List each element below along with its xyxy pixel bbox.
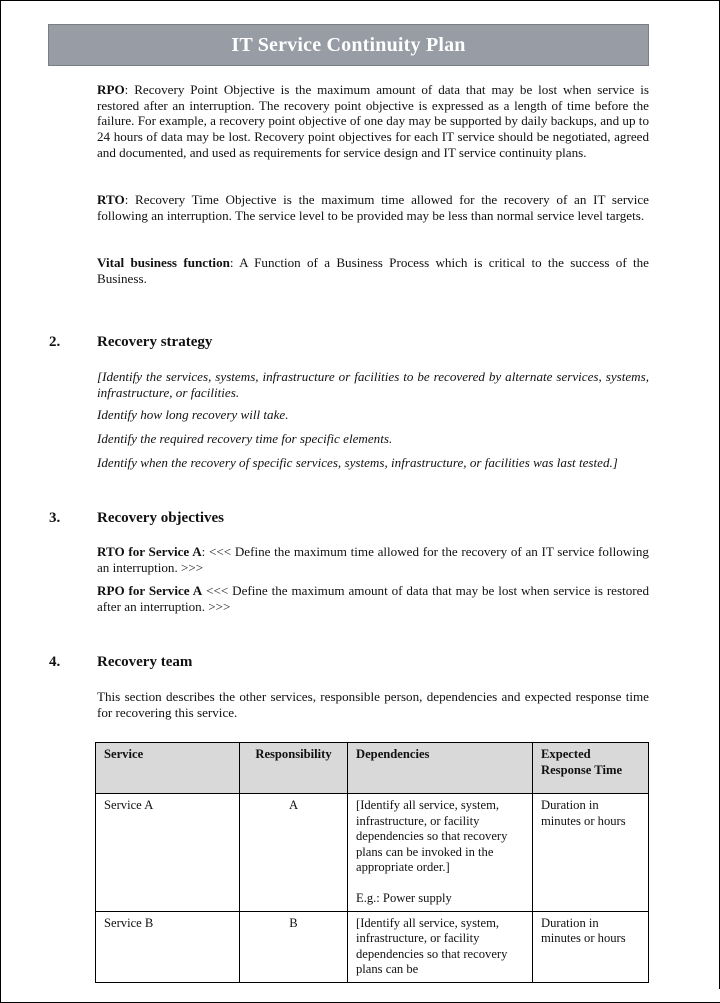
strategy-paragraph: Identify how long recovery will take. — [97, 407, 289, 422]
column-header-responsibility: Responsibility — [240, 743, 348, 794]
strategy-paragraph: Identify the required recovery time for specific elements. — [97, 431, 393, 446]
objective-term: RPO for Service A — [97, 583, 203, 598]
cell-dependencies — [348, 794, 533, 912]
table-row — [96, 794, 649, 912]
strategy-paragraph: [Identify the services, systems, infrastructure or facilities to be recovered by alternate services, systems, infrastructure, or facilities. — [97, 369, 649, 400]
definition-vital-business-function: Vital business function: A Function of a Business Process which is critical to the success of the Business. — [97, 255, 649, 286]
dependencies-example: E.g.: Power supply — [356, 891, 452, 905]
section-heading-recovery-team — [49, 654, 192, 671]
strategy-paragraph: Identify when the recovery of specific services, systems, infrastructure, or facilities was last tested.] — [97, 455, 618, 470]
column-header-dependencies: Dependencies — [348, 743, 533, 794]
definition-text: Recovery Point Objective is the maximum amount of data that may be lost when service is restored after an interruption. The recovery point objective is expressed as a length of time before the failure. For example, a recovery point objective of one day may be supported by daily backups, and up to 24 hours of data may be lost. Recovery point objectives for each IT service should be negotiated, agreed and documented, and used as requirements for service design and IT service continuity plans. — [97, 82, 649, 160]
definition-text: A Function of a Business Process which is critical to the success of the Business. — [97, 255, 649, 286]
objective-term: RTO for Service A — [97, 544, 202, 559]
cell-responsibility: B — [240, 911, 348, 982]
table-row — [96, 911, 649, 982]
section-title: Recovery team — [97, 654, 193, 670]
section-title: Recovery strategy — [97, 334, 213, 350]
document-title: IT Service Continuity Plan — [231, 33, 466, 56]
section-heading-recovery-objectives — [49, 510, 224, 527]
cell-dependencies: [Identify all service, system, infrastructure, or facility dependencies so that recovery plans can be — [348, 911, 533, 982]
definition-term: RTO — [97, 192, 125, 207]
definition-text: Recovery Time Objective is the maximum time allowed for the recovery of an IT service following an interruption. The service level to be provided may be less than normal service level targets. — [97, 192, 649, 223]
section-title: Recovery objectives — [97, 510, 225, 526]
dependencies-text: [Identify all service, system, infrastructure, or facility dependencies so that recovery plans can be invoked in the appropriate order.] — [356, 798, 508, 874]
recovery-team-table — [95, 742, 649, 983]
section-number: 3. — [49, 510, 61, 526]
cell-service: Service B — [96, 911, 240, 982]
objective-text: <<< Define the maximum time allowed for the recovery of an IT service following an interruption. >>> — [97, 544, 649, 575]
cell-response-time: Duration in minutes or hours — [533, 911, 649, 982]
definition-term: RPO — [97, 82, 125, 97]
section-number: 2. — [49, 334, 61, 350]
cell-service: Service A — [96, 794, 240, 912]
objective-rpo-service-a — [97, 583, 649, 614]
section-heading-recovery-strategy — [49, 334, 212, 351]
objective-text: <<< Define the maximum amount of data that may be lost when service is restored after an interruption. >>> — [97, 583, 649, 614]
objective-rto-service-a: RTO for Service A: <<< Define the maximum time allowed for the recovery of an IT service following an interruption. >>> — [97, 544, 649, 575]
document-title-banner — [48, 24, 649, 66]
definition-term: Vital business function — [97, 255, 230, 270]
cell-responsibility: A — [240, 794, 348, 912]
cell-response-time: Duration in minutes or hours — [533, 794, 649, 912]
recovery-team-intro: This section describes the other services, responsible person, dependencies and expected response time for recovering this service. — [97, 689, 649, 720]
page-bottom-clip — [1, 989, 720, 1002]
column-header-expected-response-time: Expected Response Time — [533, 743, 649, 794]
definition-rpo: RPO: Recovery Point Objective is the maximum amount of data that may be lost when service is restored after an interruption. The recovery point objective is expressed as a length of time before the failure. For example, a recovery point objective of one day may be supported by daily backups, and up to 24 hours of data may be lost. Recovery point objectives for each IT service should be negotiated, agreed and documented, and used as requirements for service design and IT service continuity plans. — [97, 82, 649, 160]
section-number: 4. — [49, 654, 61, 670]
definition-rto: RTO: Recovery Time Objective is the maximum time allowed for the recovery of an IT service following an interruption. The service level to be provided may be less than normal service level targets. — [97, 192, 649, 223]
table-header-row — [96, 743, 649, 794]
column-header-service: Service — [96, 743, 240, 794]
